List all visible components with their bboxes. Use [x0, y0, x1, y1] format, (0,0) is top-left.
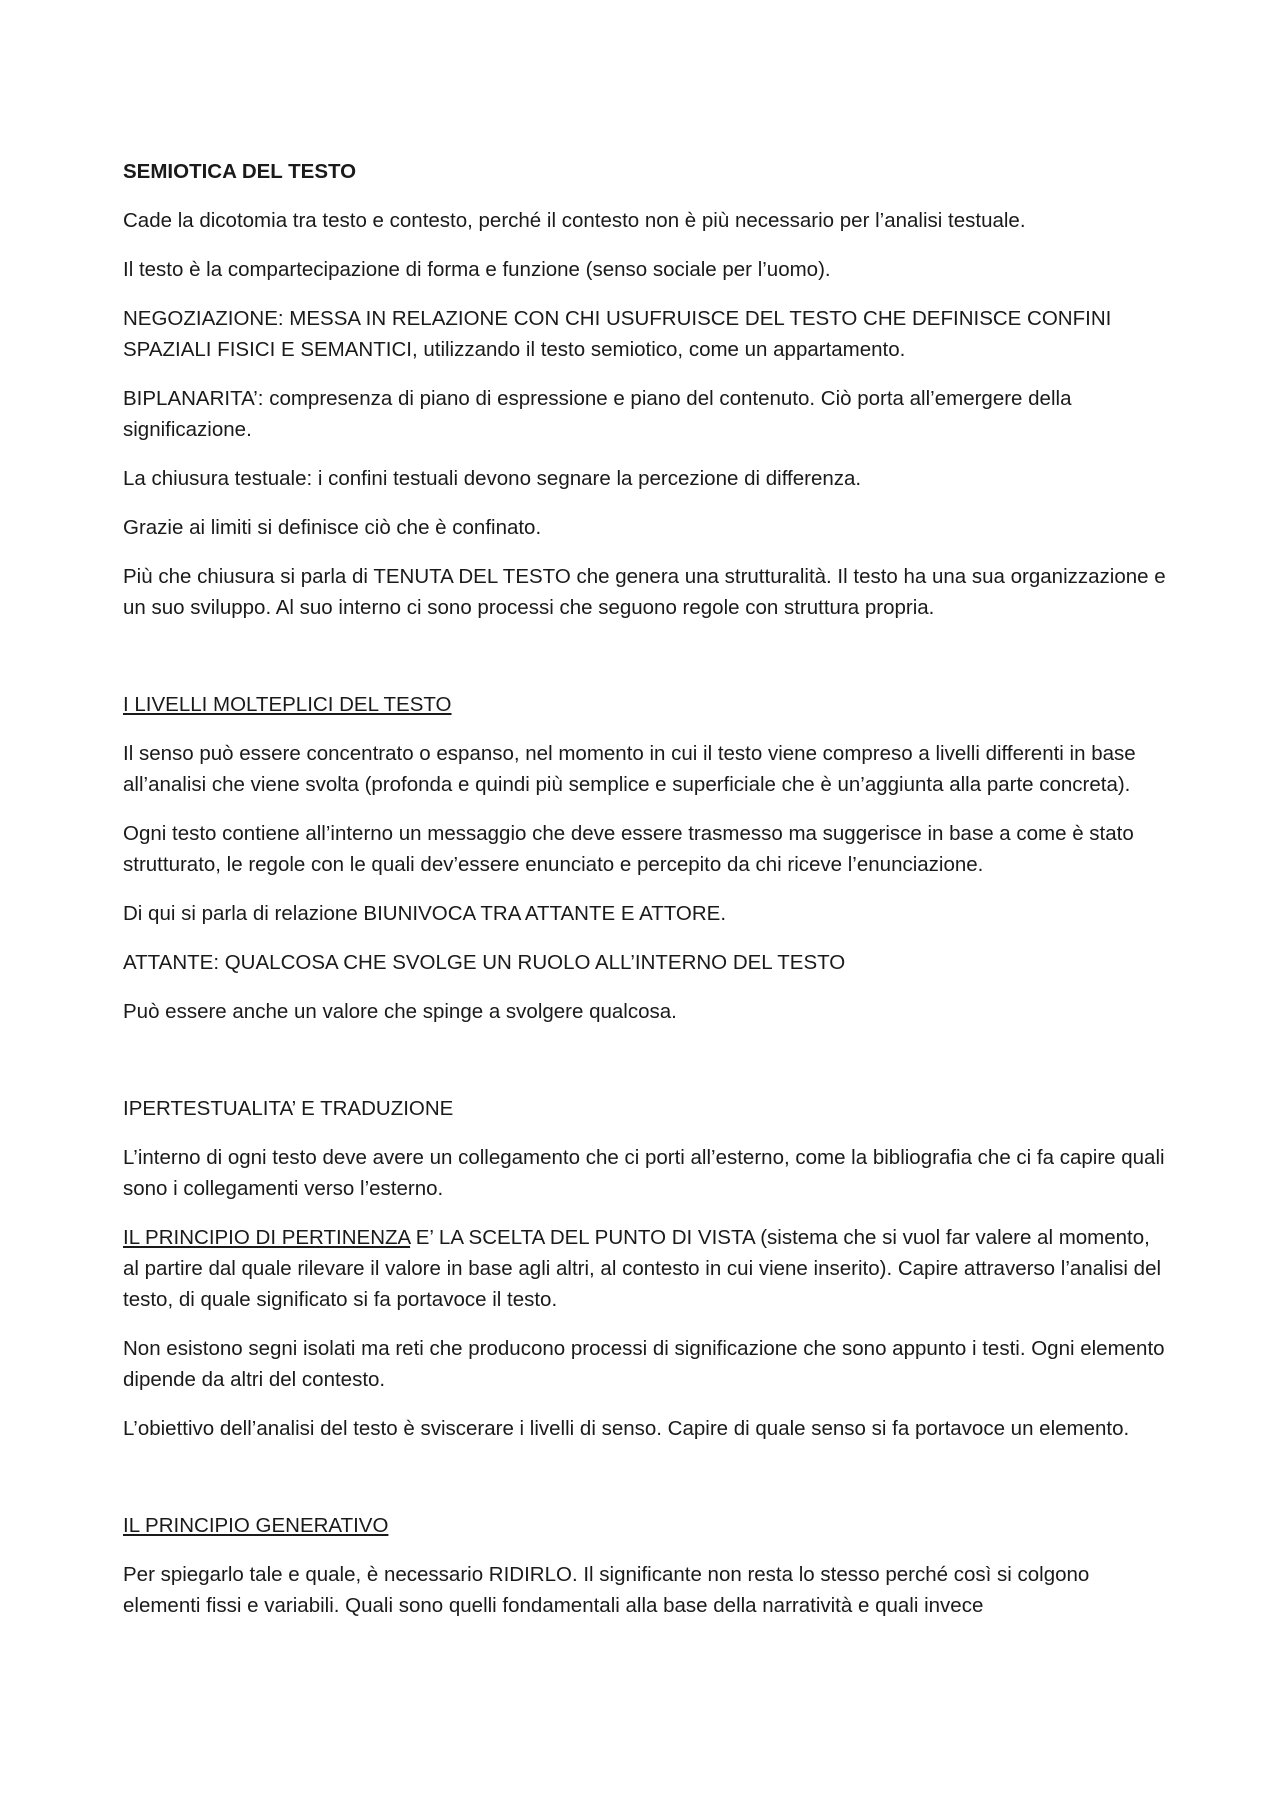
- paragraph: La chiusura testuale: i confini testuali devono segnare la percezione di differenza.: [123, 467, 862, 490]
- paragraph: Può essere anche un valore che spinge a svolgere qualcosa.: [123, 1000, 677, 1023]
- paragraph: Per spiegarlo tale e quale, è necessario RIDIRLO. Il significante non resta lo stesso perché così si colgono elementi fissi e variabili. Quali sono quelli fondamentali alla base della narratività e quali invece: [123, 1563, 1090, 1617]
- section-title-generativo: [123, 1510, 1170, 1541]
- paragraph: Più che chiusura si parla di TENUTA DEL TESTO che genera una strutturalità. Il testo ha una sua organizzazione e un suo sviluppo. Al suo interno ci sono processi che seguono regole con struttura propria.: [123, 565, 1166, 619]
- section-gap: [123, 1045, 1170, 1093]
- paragraph: L’interno di ogni testo deve avere un collegamento che ci porti all’esterno, come la bibliografia che ci fa capire quali sono i collegamenti verso l’esterno.: [123, 1146, 1165, 1200]
- paragraph: NEGOZIAZIONE: MESSA IN RELAZIONE CON CHI USUFRUISCE DEL TESTO CHE DEFINISCE CONFINI SPAZIALI FISICI E SEMANTICI, utilizzando il testo semiotico, come un appartamento.: [123, 307, 1112, 361]
- paragraph: ATTANTE: QUALCOSA CHE SVOLGE UN RUOLO ALL’INTERNO DEL TESTO: [123, 951, 846, 974]
- paragraph: BIPLANARITA’: compresenza di piano di espressione e piano del contenuto. Ciò porta all’emergere della significazione.: [123, 387, 1072, 441]
- paragraph: Non esistono segni isolati ma reti che producono processi di significazione che sono appunto i testi. Ogni elemento dipende da altri del contesto.: [123, 1337, 1165, 1391]
- section-title-semiotica: SEMIOTICA DEL TESTO: [123, 160, 357, 183]
- paragraph: Il senso può essere concentrato o espanso, nel momento in cui il testo viene compreso a livelli differenti in base all’analisi che viene svolta (profonda e quindi più semplice e superficiale che è un’aggiunta alla parte concreta).: [123, 742, 1136, 796]
- underlined-phrase: IL PRINCIPIO DI PERTINENZA: [123, 1226, 411, 1249]
- section-title-ipertestualita: IPERTESTUALITA’ E TRADUZIONE: [123, 1097, 454, 1120]
- section-gap: [123, 1462, 1170, 1510]
- section-gap: [123, 641, 1170, 689]
- underlined-heading: I LIVELLI MOLTEPLICI DEL TESTO: [123, 693, 452, 716]
- underlined-heading: IL PRINCIPIO GENERATIVO: [123, 1514, 389, 1537]
- section-title-livelli: [123, 689, 1170, 720]
- paragraph-text: E’ LA SCELTA DEL PUNTO DI VISTA (sistema che si vuol far valere al momento, al partire dal quale rilevare il valore in base agli altri, al contesto in cui viene inserito). Capire attraverso l’analisi del testo, di quale significato si fa portavoce il testo.: [123, 1226, 1162, 1311]
- paragraph: Di qui si parla di relazione BIUNIVOCA TRA ATTANTE E ATTORE.: [123, 902, 727, 925]
- paragraph: Grazie ai limiti si definisce ciò che è confinato.: [123, 516, 542, 539]
- paragraph: Cade la dicotomia tra testo e contesto, perché il contesto non è più necessario per l’analisi testuale.: [123, 209, 1026, 232]
- paragraph: [123, 1222, 1170, 1315]
- paragraph: L’obiettivo dell’analisi del testo è sviscerare i livelli di senso. Capire di quale senso si fa portavoce un elemento.: [123, 1417, 1130, 1440]
- paragraph: Il testo è la compartecipazione di forma e funzione (senso sociale per l’uomo).: [123, 258, 831, 281]
- paragraph: Ogni testo contiene all’interno un messaggio che deve essere trasmesso ma suggerisce in base a come è stato strutturato, le regole con le quali dev’essere enunciato e percepito da chi riceve l’enunciazione.: [123, 822, 1134, 876]
